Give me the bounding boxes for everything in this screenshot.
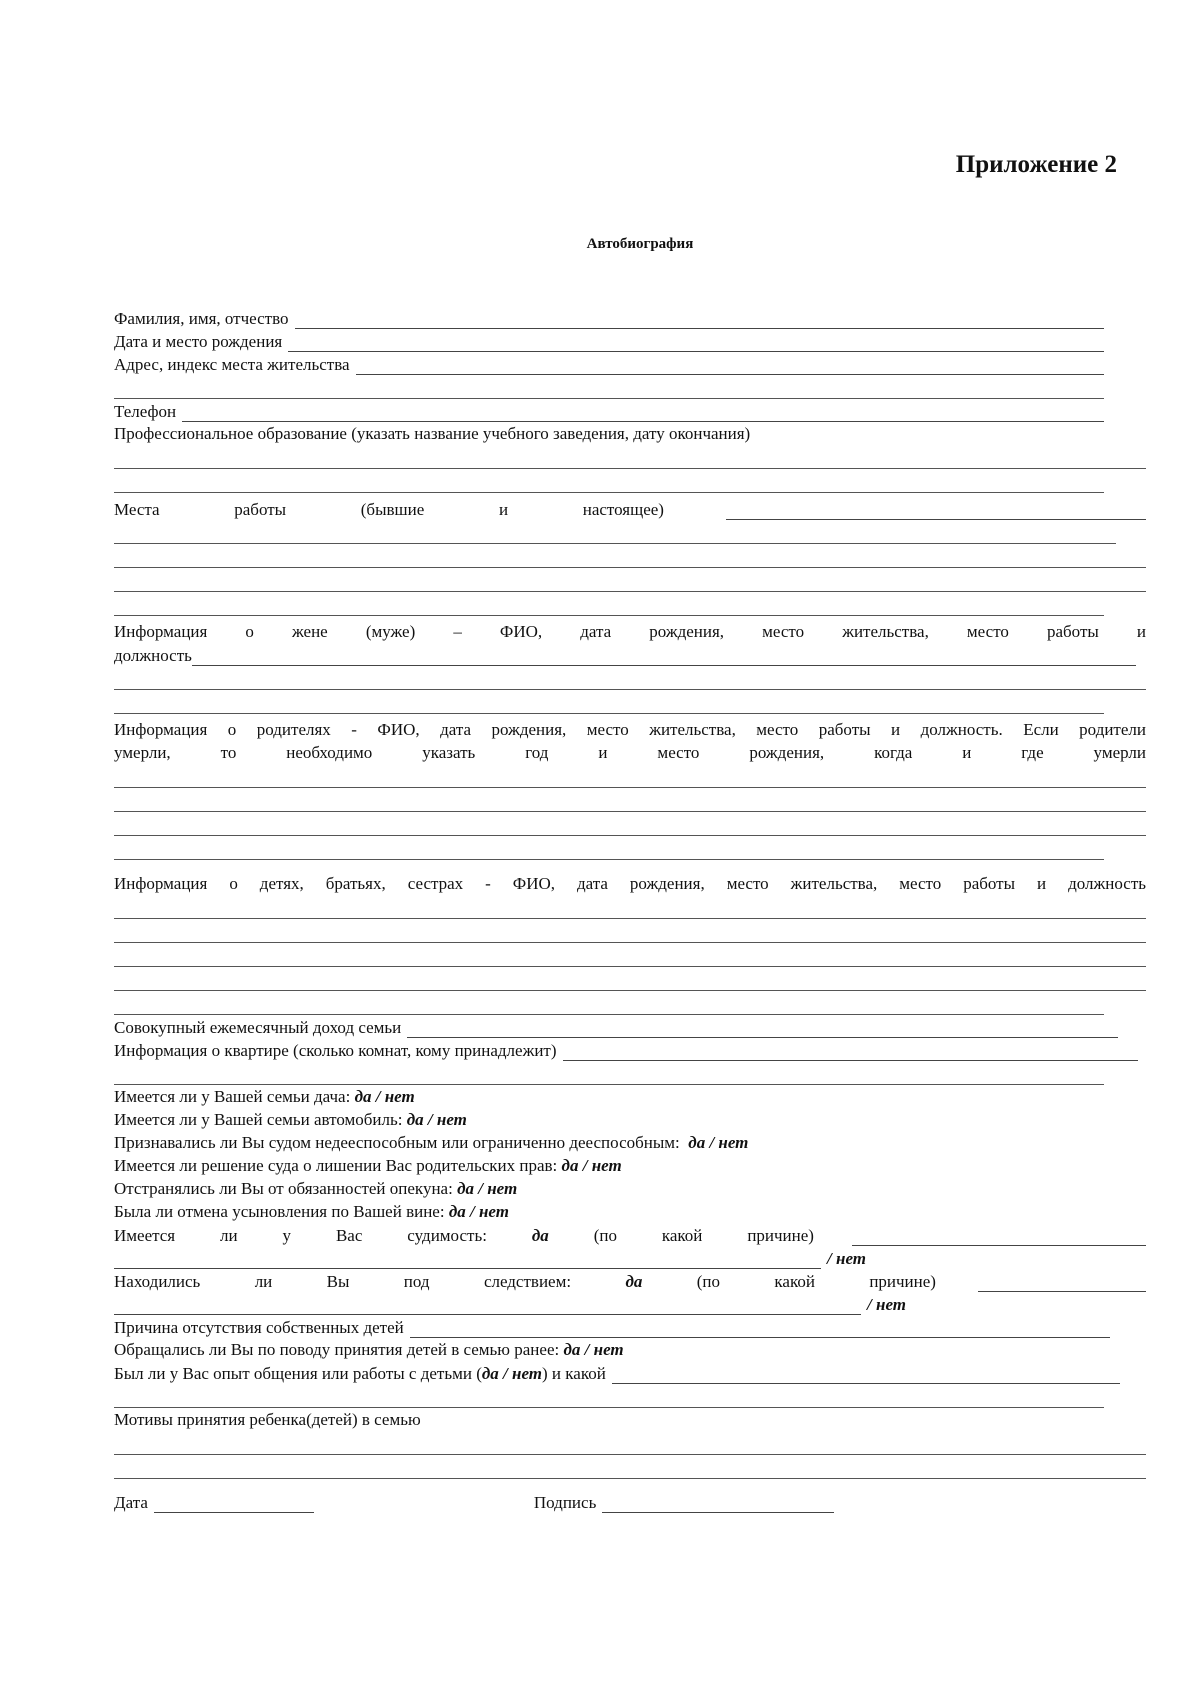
motives-input-line[interactable] [114,1455,1146,1479]
work-input-line[interactable] [114,592,1104,616]
address-input-extra[interactable] [114,375,1104,399]
no-children-input[interactable] [410,1320,1110,1338]
parents-input-line[interactable] [114,788,1146,812]
conviction-word: Вас [335,1226,363,1245]
spouse-label-cont: должность [114,646,192,665]
q-applied-before-label: Обращались ли Вы по поводу принятия детей в семью ранее: [114,1340,560,1359]
q-dacha [114,1085,1146,1108]
q-conviction [114,1223,1146,1246]
income-label: Совокупный ежемесячный доход семьи [114,1018,402,1037]
field-fio [114,306,1146,329]
q-dacha-label: Имеется ли у Вашей семьи дача: [114,1087,351,1106]
education-input[interactable] [114,445,1146,469]
signature-label: Подпись [533,1493,597,1512]
investigation-word: под [403,1272,430,1291]
form-body [114,306,1146,1513]
children-label: Информация о детях, братьях, сестрах - ФИО, дата рождения, место жительства, место работы и должность [114,874,1146,893]
q-experience [114,1361,1146,1384]
work-label-word: работы [234,500,287,519]
conviction-word: какой [661,1226,703,1245]
q-deprived [114,1154,1146,1177]
parents-input-line[interactable] [114,812,1146,836]
investigation-word: причине) [869,1272,936,1291]
document-title: Автобиография [586,236,694,252]
q-conviction-reason-input[interactable] [852,1228,1146,1246]
q-experience-answer[interactable]: да / нет [481,1364,543,1383]
signature-row [114,1487,1146,1513]
field-phone [114,399,1146,422]
education-label: Профессиональное образование (указать название учебного заведения, дату окончания) [114,424,751,443]
investigation-word: Вы [326,1272,350,1291]
q-adoption [114,1200,1146,1223]
investigation-word: ли [254,1272,273,1291]
fio-input[interactable] [295,311,1104,329]
q-removed [114,1177,1146,1200]
parents-label: Информация о родителях - ФИО, дата рождения, место жительства, место работы и должность. Если родители [114,720,1146,739]
conviction-word: судимость: [407,1226,487,1245]
q-adoption-answer[interactable]: да / нет [448,1202,509,1221]
q-conviction-tail [114,1246,866,1269]
spouse-input[interactable] [192,648,1136,666]
work-input[interactable] [726,502,1146,520]
conviction-word: у [282,1226,292,1245]
parents-input-line[interactable] [114,764,1146,788]
spouse-input-line[interactable] [114,666,1146,690]
birth-label: Дата и место рождения [114,332,283,351]
q-investigation-tail [114,1292,906,1315]
work-label-word: (бывшие [360,500,425,519]
q-investigation-reason-input[interactable] [978,1274,1146,1292]
q-conviction-yes[interactable]: да [531,1226,549,1245]
q-applied-before [114,1338,1146,1361]
phone-input[interactable] [182,404,1104,422]
q-conviction-no[interactable]: / нет [827,1249,866,1268]
conviction-word: (по [593,1226,617,1245]
q-adoption-label: Была ли отмена усыновления по Вашей вине: [114,1202,445,1221]
work-label-word: настоящее) [582,500,664,519]
q-investigation-label [114,1272,936,1292]
children-input-line[interactable] [114,919,1146,943]
q-car-answer[interactable]: да / нет [406,1110,467,1129]
investigation-word: (по [696,1272,721,1291]
investigation-word: Находились [114,1272,201,1291]
work-input-line[interactable] [114,544,1146,568]
field-income [114,1015,1146,1038]
parents-input-line[interactable] [114,836,1104,860]
apartment-input-line[interactable] [114,1061,1104,1085]
fio-label: Фамилия, имя, отчество [114,309,289,328]
address-label: Адрес, индекс места жительства [114,355,350,374]
field-spouse [114,643,1146,666]
no-children-label: Причина отсутствия собственных детей [114,1318,404,1337]
education-input-extra[interactable] [114,469,1104,493]
q-investigation-reason-input-cont[interactable] [114,1296,861,1315]
q-experience-input-line[interactable] [114,1384,1104,1408]
field-address [114,352,1146,375]
q-experience-label [114,1364,606,1384]
q-incapable-label: Признавались ли Вы судом недееспособным или ограниченно дееспособным: [114,1133,680,1152]
q-investigation [114,1269,1146,1292]
q-car [114,1108,1146,1131]
spouse-label: Информация о жене (муже) – ФИО, дата рождения, место жительства, место работы и [114,622,1146,641]
q-experience-input[interactable] [612,1366,1120,1384]
parents-label-cont: умерли, то необходимо указать год и место рождения, когда и где умерли [114,743,1146,762]
conviction-word: ли [220,1226,238,1245]
q-applied-before-answer[interactable]: да / нет [563,1340,624,1359]
q-conviction-reason-input-cont[interactable] [114,1250,821,1269]
children-input-line[interactable] [114,895,1146,919]
q-incapable-answer[interactable]: да / нет [688,1133,749,1152]
q-experience-label-b: ) и какой [542,1364,606,1383]
q-car-label: Имеется ли у Вашей семьи автомобиль: [114,1110,403,1129]
q-dacha-answer[interactable]: да / нет [354,1087,415,1106]
q-removed-label: Отстранялись ли Вы от обязанностей опекуна: [114,1179,453,1198]
appendix-label: Приложение 2 [955,151,1117,178]
q-deprived-answer[interactable]: да / нет [561,1156,622,1175]
work-label [114,500,664,520]
field-apartment [114,1038,1146,1061]
investigation-word: какой [774,1272,815,1291]
children-input-line[interactable] [114,991,1104,1015]
motives-label: Мотивы принятия ребенка(детей) в семью [114,1410,421,1429]
q-experience-label-a: Был ли у Вас опыт общения или работы с детьми ( [114,1364,482,1383]
children-input-line[interactable] [114,967,1146,991]
date-label: Дата [114,1493,148,1512]
children-input-line[interactable] [114,943,1146,967]
birth-input[interactable] [288,334,1104,352]
work-input-line[interactable] [114,568,1146,592]
q-investigation-no[interactable]: / нет [867,1295,906,1314]
spouse-input-line[interactable] [114,690,1104,714]
q-incapable [114,1131,1146,1154]
q-deprived-label: Имеется ли решение суда о лишении Вас родительских прав: [114,1156,558,1175]
date-input[interactable] [154,1494,314,1513]
work-label-word: Места [114,500,160,519]
q-conviction-label [114,1226,814,1246]
motives-input-line[interactable] [114,1431,1146,1455]
conviction-word: Имеется [114,1226,176,1245]
q-investigation-yes[interactable]: да [625,1272,643,1291]
field-birth [114,329,1146,352]
phone-label: Телефон [114,402,177,421]
work-input-line[interactable] [114,520,1116,544]
q-removed-answer[interactable]: да / нет [457,1179,518,1198]
field-no-children [114,1315,1146,1338]
work-label-word: и [498,500,509,519]
conviction-word: причине) [747,1226,814,1245]
investigation-word: следствием: [483,1272,572,1291]
apartment-input[interactable] [563,1043,1138,1061]
income-input[interactable] [407,1020,1118,1038]
field-work [114,497,1146,520]
address-input[interactable] [356,357,1104,375]
apartment-label: Информация о квартире (сколько комнат, кому принадлежит) [114,1041,557,1060]
signature-input[interactable] [602,1494,834,1513]
